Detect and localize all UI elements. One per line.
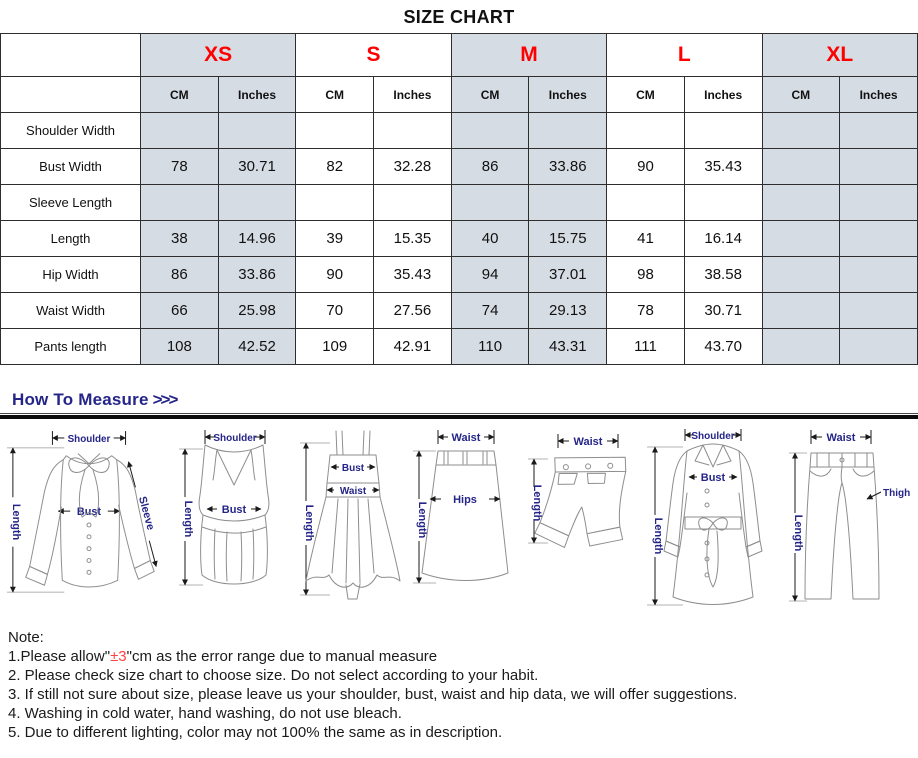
value-cell: 15.35 (374, 221, 452, 257)
value-cell (762, 149, 840, 185)
value-cell: 82 (296, 149, 374, 185)
value-cell: 108 (141, 329, 219, 365)
measurement-row (1, 257, 918, 293)
value-cell: 32.28 (374, 149, 452, 185)
value-cell (762, 293, 840, 329)
value-cell: 43.31 (529, 329, 607, 365)
value-cell: 29.13 (529, 293, 607, 329)
value-cell (451, 185, 529, 221)
unit-header: CM (607, 77, 685, 113)
unit-header: Inches (684, 77, 762, 113)
value-cell: 30.71 (218, 149, 296, 185)
measurement-row (1, 329, 918, 365)
value-cell: 27.56 (374, 293, 452, 329)
blouse-bust-label: Bust (76, 506, 102, 519)
value-cell: 37.01 (529, 257, 607, 293)
size-chart-table (0, 33, 918, 365)
value-cell: 86 (451, 149, 529, 185)
row-label: Waist Width (1, 293, 141, 329)
value-cell: 90 (296, 257, 374, 293)
value-cell (840, 149, 918, 185)
chevron-right-arrows-icon: >>> (152, 390, 177, 409)
value-cell: 42.91 (374, 329, 452, 365)
unit-header: Inches (374, 77, 452, 113)
value-cell: 25.98 (218, 293, 296, 329)
size-header-l: L (607, 34, 762, 77)
dress-figure (296, 425, 408, 617)
corner-cell (1, 77, 141, 113)
value-cell (684, 113, 762, 149)
dress-length-label: Length (302, 504, 315, 542)
value-cell (684, 185, 762, 221)
value-cell: 33.86 (529, 149, 607, 185)
value-cell: 35.43 (684, 149, 762, 185)
notes-section (8, 628, 918, 742)
value-cell: 94 (451, 257, 529, 293)
value-cell: 78 (607, 293, 685, 329)
measurement-row (1, 149, 918, 185)
value-cell: 86 (141, 257, 219, 293)
pants-figure (785, 425, 915, 617)
note-item-3: 3. If still not sure about size, please leave us your shoulder, bust, waist and hip data, we will offer suggestions. (8, 686, 738, 703)
value-cell (374, 113, 452, 149)
value-cell (840, 293, 918, 329)
value-cell (218, 185, 296, 221)
value-cell: 111 (607, 329, 685, 365)
shorts-figure (522, 425, 640, 617)
unit-header: Inches (840, 77, 918, 113)
size-header-row (1, 34, 918, 77)
value-cell: 78 (141, 149, 219, 185)
skirt-hips-label: Hips (453, 494, 477, 506)
pants-length-label: Length (791, 514, 804, 552)
note-item-2: 2. Please check size chart to choose size. Do not select according to your habit. (8, 667, 539, 684)
measurement-row (1, 185, 918, 221)
dress-waist-label: Waist (339, 486, 366, 497)
blouse-shoulder-label: Shoulder (67, 433, 111, 445)
value-cell (762, 257, 840, 293)
skirt-figure (410, 425, 520, 617)
row-label: Length (1, 221, 141, 257)
size-header-m: M (451, 34, 606, 77)
measurement-row (1, 113, 918, 149)
pants-thigh-label: Thigh (882, 488, 911, 499)
value-cell (840, 113, 918, 149)
value-cell: 35.43 (374, 257, 452, 293)
value-cell (840, 221, 918, 257)
corner-cell (1, 34, 141, 77)
row-label: Bust Width (1, 149, 141, 185)
measure-heading (12, 390, 918, 410)
shorts-waist-label: Waist (573, 436, 603, 448)
value-cell: 110 (451, 329, 529, 365)
value-cell: 90 (607, 149, 685, 185)
value-cell (218, 113, 296, 149)
value-cell (762, 113, 840, 149)
coat-figure (643, 425, 783, 617)
value-cell (451, 113, 529, 149)
unit-header: CM (296, 77, 374, 113)
value-cell: 30.71 (684, 293, 762, 329)
unit-header: CM (451, 77, 529, 113)
value-cell (840, 257, 918, 293)
value-cell: 16.14 (684, 221, 762, 257)
blouse-length-label: Length (9, 503, 22, 541)
unit-header: Inches (529, 77, 607, 113)
tank-bust-label: Bust (222, 504, 247, 516)
dress-bust-label: Bust (341, 463, 364, 474)
value-cell (840, 329, 918, 365)
measurement-row (1, 293, 918, 329)
value-cell (296, 185, 374, 221)
value-cell: 38 (141, 221, 219, 257)
size-header-s: S (296, 34, 451, 77)
note-error-range-value: ±3 (110, 648, 127, 665)
unit-header: CM (762, 77, 840, 113)
value-cell (762, 329, 840, 365)
blouse-sleeve-label: Sleeve (135, 495, 157, 532)
page-title: SIZE CHART (403, 7, 515, 27)
skirt-waist-label: Waist (451, 432, 481, 444)
coat-shoulder-label: Shoulder (690, 431, 735, 442)
tank-length-label: Length (182, 500, 195, 538)
skirt-length-label: Length (415, 501, 428, 539)
row-label: Pants length (1, 329, 141, 365)
value-cell: 66 (141, 293, 219, 329)
value-cell: 38.58 (684, 257, 762, 293)
row-label: Sleeve Length (1, 185, 141, 221)
value-cell: 70 (296, 293, 374, 329)
value-cell: 39 (296, 221, 374, 257)
size-header-xs: XS (141, 34, 296, 77)
tank-shoulder-label: Shoulder (213, 433, 257, 444)
row-label: Shoulder Width (1, 113, 141, 149)
size-chart-page (0, 5, 918, 742)
value-cell (296, 113, 374, 149)
value-cell (141, 113, 219, 149)
row-label: Hip Width (1, 257, 141, 293)
blouse-figure (3, 425, 173, 617)
value-cell: 14.96 (218, 221, 296, 257)
value-cell (529, 185, 607, 221)
value-cell: 74 (451, 293, 529, 329)
value-cell: 15.75 (529, 221, 607, 257)
value-cell: 43.70 (684, 329, 762, 365)
value-cell (607, 185, 685, 221)
value-cell: 40 (451, 221, 529, 257)
value-cell: 42.52 (218, 329, 296, 365)
value-cell (141, 185, 219, 221)
value-cell (762, 185, 840, 221)
measurement-row (1, 221, 918, 257)
value-cell (762, 221, 840, 257)
value-cell: 109 (296, 329, 374, 365)
value-cell: 41 (607, 221, 685, 257)
coat-length-label: Length (651, 517, 664, 555)
measure-heading-text: How To Measure (12, 390, 149, 409)
measure-divider (0, 413, 918, 419)
pants-waist-label: Waist (826, 432, 856, 444)
coat-bust-label: Bust (700, 472, 725, 484)
note-item-4: 4. Washing in cold water, hand washing, do not use bleach. (8, 705, 402, 722)
unit-header-row (1, 77, 918, 113)
value-cell: 98 (607, 257, 685, 293)
notes-label: Note: (8, 629, 44, 646)
value-cell (374, 185, 452, 221)
unit-header: CM (141, 77, 219, 113)
measure-diagrams (0, 425, 918, 621)
tank-top-figure (175, 425, 293, 617)
size-header-xl: XL (762, 34, 918, 77)
note-item-1: 1.Please allow"±3"cm as the error range due to manual measure (8, 648, 438, 665)
note-item-5: 5. Due to different lighting, color may not 100% the same as in description. (8, 724, 503, 741)
value-cell (529, 113, 607, 149)
shorts-length-label: Length (531, 484, 544, 522)
unit-header: Inches (218, 77, 296, 113)
value-cell: 33.86 (218, 257, 296, 293)
value-cell (840, 185, 918, 221)
value-cell (607, 113, 685, 149)
